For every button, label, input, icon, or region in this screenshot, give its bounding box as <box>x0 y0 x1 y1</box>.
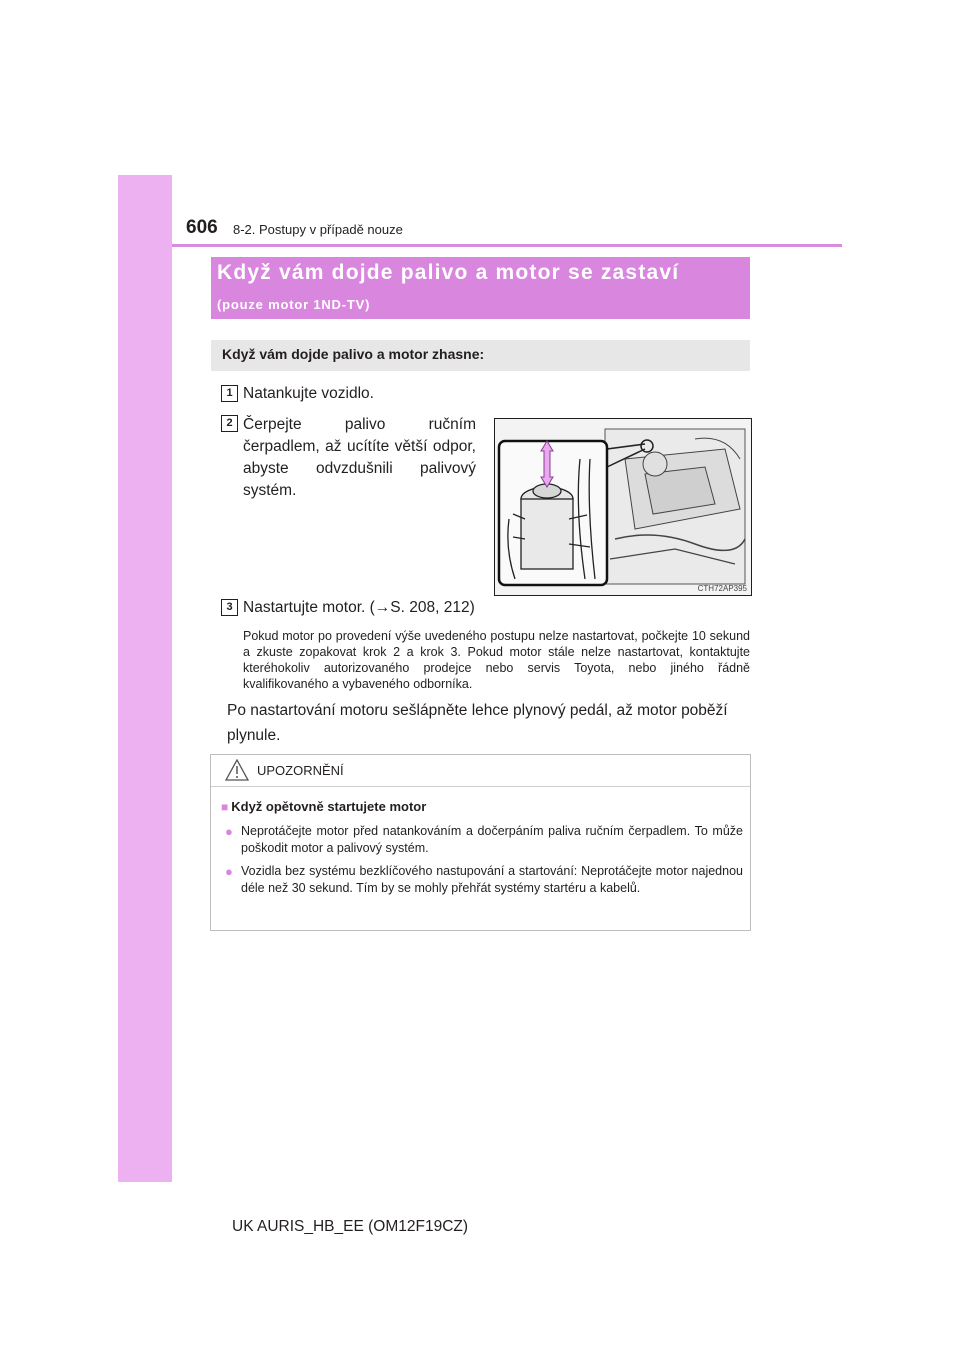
figure-code: CTH72AP395 <box>697 584 747 593</box>
step-text-2: Čerpejte palivo ručním čerpadlem, až ucítíte větší odpor, abyste odvzdušnili palivový systém. <box>243 416 476 499</box>
round-bullet-icon: ● <box>225 824 233 839</box>
warning-item-heading-text: Když opětovně startujete motor <box>231 799 427 814</box>
page-number: 606 <box>186 217 218 238</box>
square-bullet-icon: ■ <box>221 800 229 814</box>
section-title: Když vám dojde palivo a motor se zastaví <box>217 261 680 284</box>
step-text-1: Natankujte vozidlo. <box>243 385 374 402</box>
warning-triangle-icon <box>225 759 249 781</box>
warning-item-heading <box>221 799 426 814</box>
warning-title: UPOZORNĚNÍ <box>257 763 344 778</box>
round-bullet-icon: ● <box>225 864 233 879</box>
step-text-3: Nastartujte motor. (→S. 208, 212) <box>243 599 475 616</box>
side-tab-strip <box>118 175 172 1182</box>
warning-bullet-text-2: Vozidla bez systému bezklíčového nastupování a startování: Neprotáčejte motor najednou déle než 30 sekund. Tím by se mohly přehřát systémy startéru a kabelů. <box>241 864 743 895</box>
step-note: Pokud motor po provedení výše uvedeného postupu nelze nastartovat, počkejte 10 sekund a zkuste zopakovat krok 2 a krok 3. Pokud motor stále nelze nastartovat, kontaktujte kteréhokoliv autorizovaného prodejce nebo servis Toyota, nebo jiného řádně kvalifikovaného a vybaveného odborníka. <box>243 629 750 691</box>
section-subtitle: (pouze motor 1ND-TV) <box>217 297 371 312</box>
procedure-heading-box <box>211 340 750 371</box>
warning-bullet-text-1: Neprotáčejte motor před natankováním a dočerpáním paliva ručním čerpadlem. To může poškodit motor a palivový systém. <box>241 824 743 855</box>
header-divider <box>172 244 842 247</box>
step-number-1: 1 <box>221 385 238 402</box>
step-number-3: 3 <box>221 599 238 616</box>
warning-box <box>210 754 751 931</box>
chapter-title: 8-2. Postupy v případě nouze <box>233 222 403 237</box>
warning-header <box>211 755 750 787</box>
step-number-2: 2 <box>221 415 238 432</box>
engine-bay-drawing <box>495 419 751 595</box>
engine-bay-illustration <box>494 418 752 596</box>
footer-model-code: UK AURIS_HB_EE (OM12F19CZ) <box>232 1218 469 1235</box>
procedure-heading: Když vám dojde palivo a motor zhasne: <box>222 346 485 362</box>
section-title-banner <box>211 257 750 319</box>
after-start-paragraph: Po nastartování motoru sešlápněte lehce plynový pedál, až motor poběží plynule. <box>227 702 728 744</box>
